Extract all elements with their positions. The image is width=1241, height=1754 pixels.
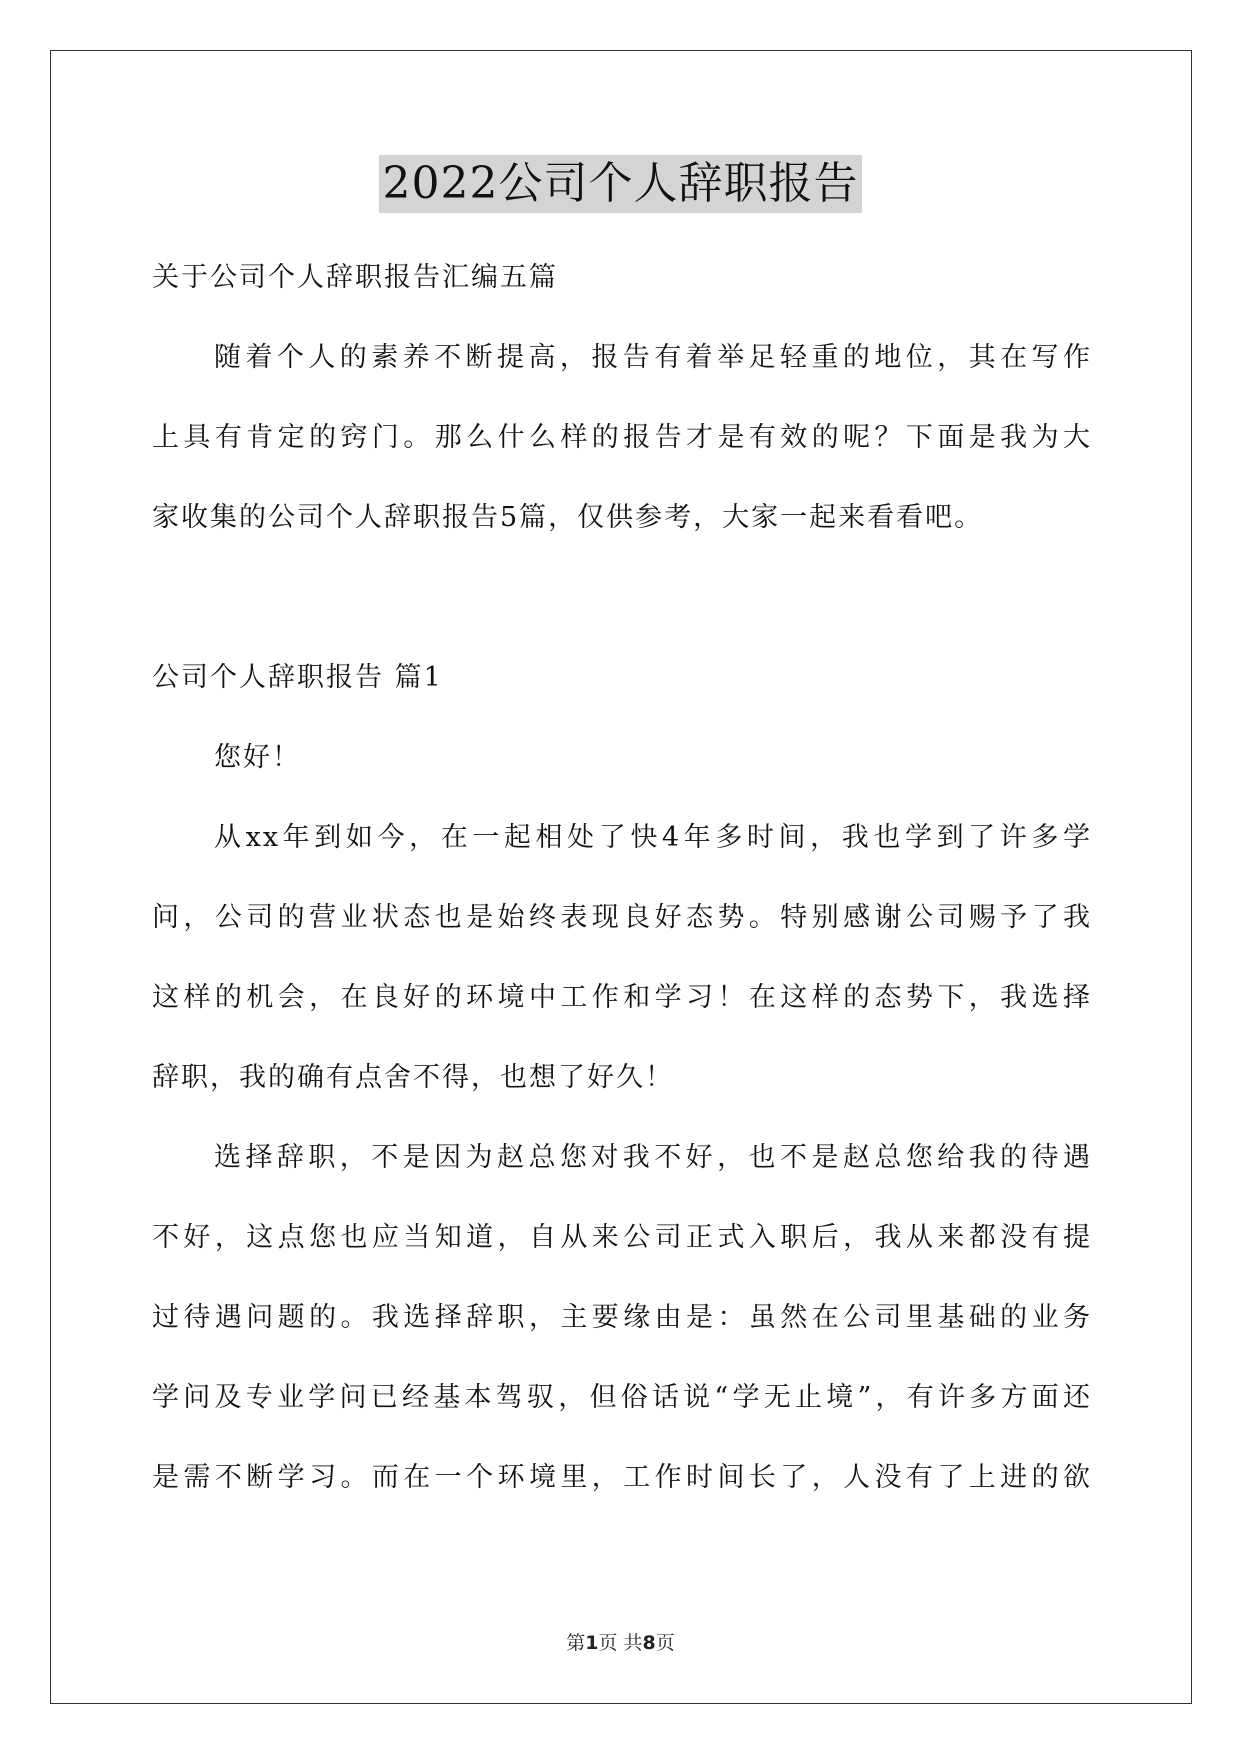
footer-page-suffix: 页 — [655, 1632, 675, 1654]
blank-line — [152, 558, 1092, 638]
document-title: 2022公司个人辞职报告 — [379, 155, 863, 213]
title-container — [0, 155, 1241, 213]
intro-line: 随着个人的素养不断提高，报告有着举足轻重的地位，其在写作 — [214, 342, 1092, 373]
section-heading: 公司个人辞职报告 篇1 — [152, 662, 443, 693]
footer-page-prefix: 第 — [566, 1632, 586, 1654]
greeting: 您好！ — [214, 742, 301, 773]
document-subtitle: 关于公司个人辞职报告汇编五篇 — [152, 262, 558, 293]
paragraph-line: 辞职，我的确有点舍不得，也想了好久！ — [152, 1062, 674, 1093]
document-body — [152, 238, 1092, 1518]
paragraph-line: 这样的机会，在良好的环境中工作和学习！在这样的态势下，我选择 — [152, 982, 1092, 1013]
footer-page-mid: 页 共 — [598, 1632, 643, 1654]
paragraph-line: 不好，这点您也应当知道，自从来公司正式入职后，我从来都没有提 — [152, 1222, 1092, 1253]
paragraph-line: 问，公司的营业状态也是始终表现良好态势。特别感谢公司赐予了我 — [152, 902, 1092, 933]
paragraph-line: 过待遇问题的。我选择辞职，主要缘由是：虽然在公司里基础的业务 — [152, 1302, 1092, 1333]
paragraph-line: 学问及专业学问已经基本驾驭，但俗话说“学无止境”，有许多方面还 — [152, 1382, 1092, 1413]
footer-page-number: 1 — [585, 1632, 599, 1654]
intro-line: 家收集的公司个人辞职报告5篇，仅供参考，大家一起来看看吧。 — [152, 502, 984, 533]
paragraph-line: 选择辞职，不是因为赵总您对我不好，也不是赵总您给我的待遇 — [214, 1142, 1092, 1173]
intro-line: 上具有肯定的窍门。那么什么样的报告才是有效的呢？下面是我为大 — [152, 422, 1092, 453]
footer-total-pages: 8 — [642, 1632, 656, 1654]
paragraph-line: 从xx年到如今，在一起相处了快4年多时间，我也学到了许多学 — [214, 822, 1092, 853]
paragraph-line: 是需不断学习。而在一个环境里，工作时间长了，人没有了上进的欲 — [152, 1462, 1092, 1493]
page-footer — [0, 1628, 1241, 1655]
